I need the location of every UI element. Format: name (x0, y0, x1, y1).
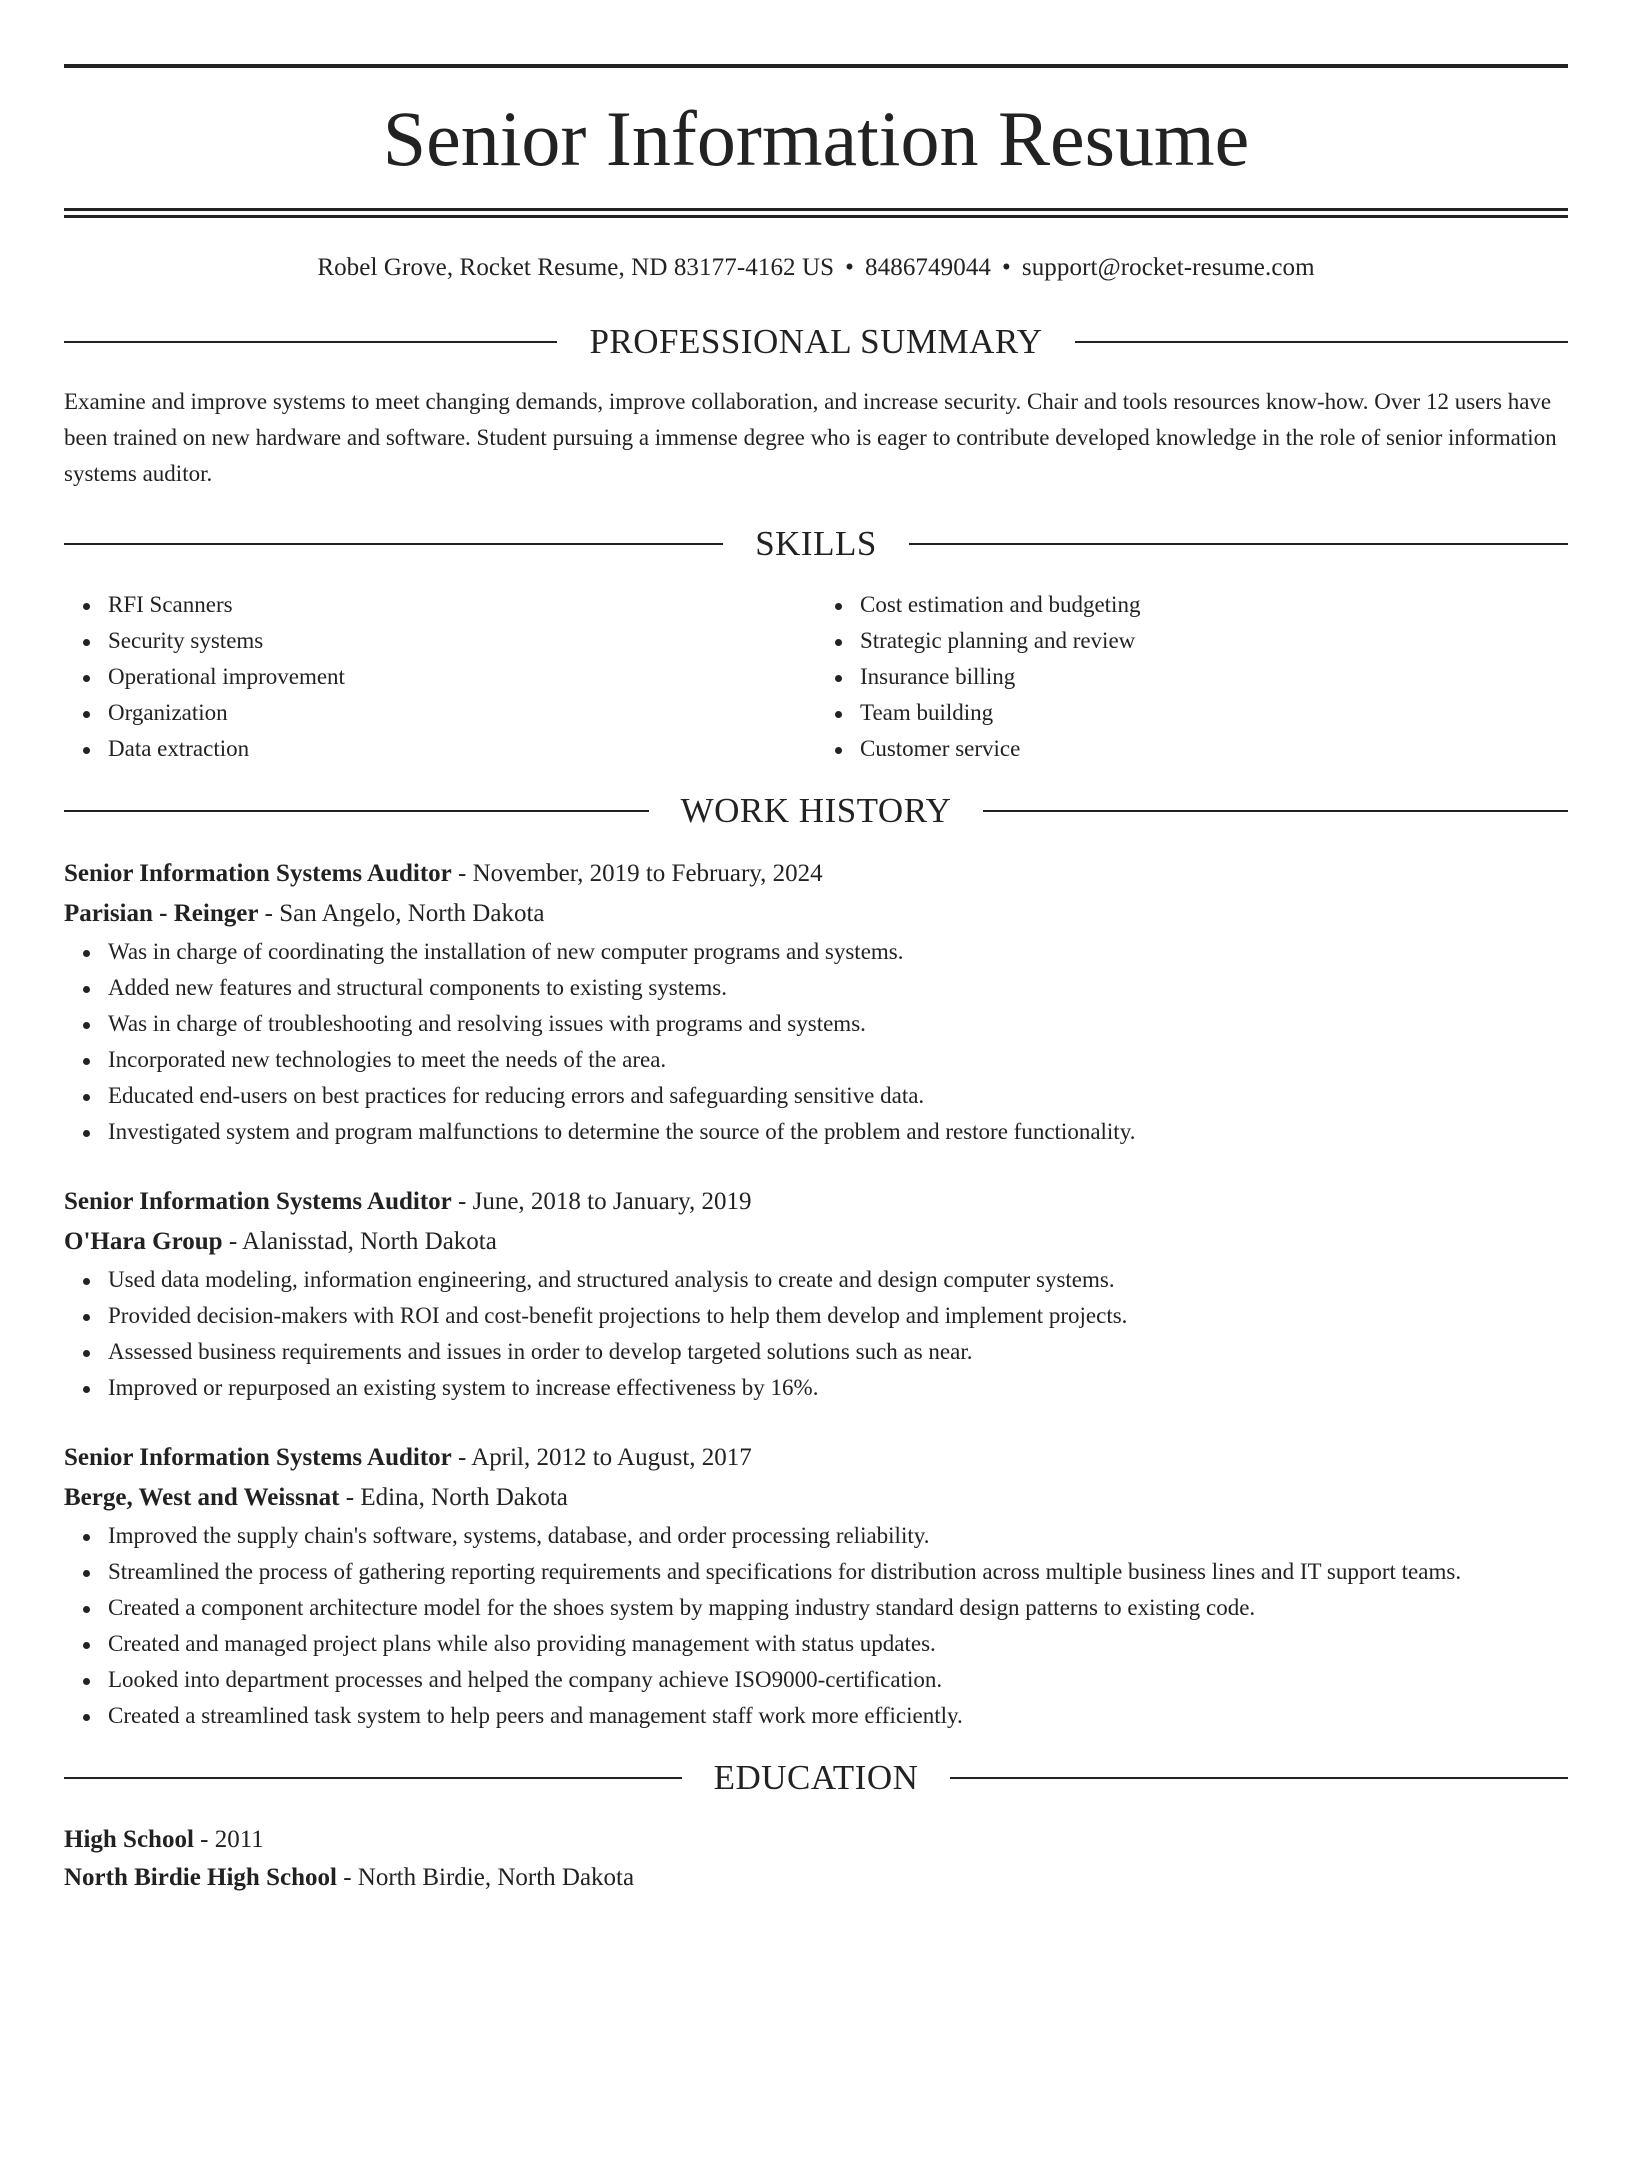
resume-page (0, 64, 1632, 2176)
contact-separator: • (1002, 254, 1011, 281)
heading-rule (64, 543, 723, 545)
job-entry (64, 1182, 1568, 1406)
job-company: O'Hara Group (64, 1228, 223, 1255)
job-location: - Alanisstad, North Dakota (222, 1228, 497, 1255)
job-bullet: Created and managed project plans while also providing management with status updates. (108, 1626, 1568, 1662)
job-dates: - November, 2019 to February, 2024 (451, 860, 823, 887)
job-bullet: Used data modeling, information engineering, and structured analysis to create and design computer systems. (108, 1262, 1568, 1298)
job-bullet: Incorporated new technologies to meet the needs of the area. (108, 1042, 1568, 1078)
skills-heading-text: SKILLS (755, 524, 877, 563)
summary-heading-text: PROFESSIONAL SUMMARY (589, 322, 1043, 361)
job-title-line (64, 854, 1568, 894)
job-bullet: Looked into department processes and helped the company achieve ISO9000-certification. (108, 1662, 1568, 1698)
skills-grid (64, 587, 1568, 767)
contact-separator: • (845, 254, 855, 281)
skills-heading (64, 526, 1568, 561)
job-bullets (64, 1262, 1568, 1406)
skill-item: Operational improvement (108, 659, 816, 695)
summary-heading (64, 324, 1568, 359)
job-bullet: Was in charge of troubleshooting and resolving issues with programs and systems. (108, 1006, 1568, 1042)
education-degree: High School (64, 1826, 194, 1853)
summary-paragraph: Examine and improve systems to meet changing demands, improve collaboration, and increase security. Chair and tools resources know-how. Over 12 users have been trained on new hardware and software. Student pursuing a immense degree who is eager to contribute developed knowledge in the role of senior information systems auditor. (64, 389, 1557, 486)
skill-item: Team building (860, 695, 1568, 731)
job-bullet: Added new features and structural components to existing systems. (108, 970, 1568, 1006)
education-school-line (64, 1859, 1568, 1897)
job-bullet: Improved the supply chain's software, systems, database, and order processing reliability. (108, 1518, 1568, 1554)
skills-right-list (816, 587, 1568, 767)
job-location: - San Angelo, North Dakota (258, 900, 545, 927)
contact-phone: 8486749044 (865, 254, 992, 281)
skill-item: RFI Scanners (108, 587, 816, 623)
skill-item: Customer service (860, 731, 1568, 767)
skill-item: Data extraction (108, 731, 816, 767)
job-bullet: Was in charge of coordinating the installation of new computer programs and systems. (108, 934, 1568, 970)
job-bullets (64, 934, 1568, 1150)
education-year: - 2011 (193, 1826, 264, 1853)
job-company: Parisian - Reinger (64, 900, 259, 927)
job-title: Senior Information Systems Auditor (64, 1444, 452, 1471)
skill-item: Organization (108, 695, 816, 731)
education-degree-line (64, 1821, 1568, 1859)
contact-line (64, 255, 1568, 280)
job-dates: - June, 2018 to January, 2019 (451, 1188, 752, 1215)
heading-rule (64, 341, 557, 343)
title-double-rule (64, 208, 1568, 211)
job-title-line (64, 1182, 1568, 1222)
job-bullet: Assessed business requirements and issues in order to develop targeted solutions such as near. (108, 1334, 1568, 1370)
job-bullet: Streamlined the process of gathering reporting requirements and specifications for distribution across multiple business lines and IT support teams. (108, 1554, 1568, 1590)
education-school: North Birdie High School (64, 1864, 337, 1891)
work-heading-text: WORK HISTORY (680, 791, 952, 830)
skill-item: Strategic planning and review (860, 623, 1568, 659)
heading-rule (909, 543, 1568, 545)
contact-email: support@rocket-resume.com (1021, 254, 1315, 281)
education-location: - North Birdie, North Dakota (336, 1864, 635, 1891)
resume-title: Senior Information Resume (382, 95, 1250, 182)
job-bullet: Created a streamlined task system to help peers and management staff work more efficiently. (108, 1698, 1568, 1734)
job-bullet: Educated end-users on best practices for reducing errors and safeguarding sensitive data. (108, 1078, 1568, 1114)
job-company-line (64, 1222, 1568, 1262)
heading-rule (983, 810, 1568, 812)
job-title-line (64, 1438, 1568, 1478)
heading-rule (1075, 341, 1568, 343)
job-company: Berge, West and Weissnat (64, 1484, 340, 1511)
education-heading (64, 1760, 1568, 1795)
job-location: - Edina, North Dakota (339, 1484, 568, 1511)
job-bullet: Improved or repurposed an existing system to increase effectiveness by 16%. (108, 1370, 1568, 1406)
job-company-line (64, 894, 1568, 934)
job-bullets (64, 1518, 1568, 1734)
job-bullet: Created a component architecture model for the shoes system by mapping industry standard design patterns to existing code. (108, 1590, 1568, 1626)
job-bullet: Provided decision-makers with ROI and cost-benefit projections to help them develop and implement projects. (108, 1298, 1568, 1334)
education-heading-text: EDUCATION (713, 1758, 919, 1797)
job-company-line (64, 1478, 1568, 1518)
heading-rule (64, 1777, 682, 1779)
skill-item: Cost estimation and budgeting (860, 587, 1568, 623)
heading-rule (64, 810, 649, 812)
skill-item: Insurance billing (860, 659, 1568, 695)
contact-address: Robel Grove, Rocket Resume, ND 83177-4162 US (317, 254, 835, 281)
top-rule (64, 64, 1568, 68)
skills-left-list (64, 587, 816, 767)
job-title: Senior Information Systems Auditor (64, 1188, 452, 1215)
work-heading (64, 793, 1568, 828)
heading-rule (950, 1777, 1568, 1779)
job-entry (64, 1438, 1568, 1734)
job-bullet: Investigated system and program malfunctions to determine the source of the problem and restore functionality. (108, 1114, 1568, 1150)
job-entry (64, 854, 1568, 1150)
job-dates: - April, 2012 to August, 2017 (451, 1444, 752, 1471)
skill-item: Security systems (108, 623, 816, 659)
job-title: Senior Information Systems Auditor (64, 860, 452, 887)
